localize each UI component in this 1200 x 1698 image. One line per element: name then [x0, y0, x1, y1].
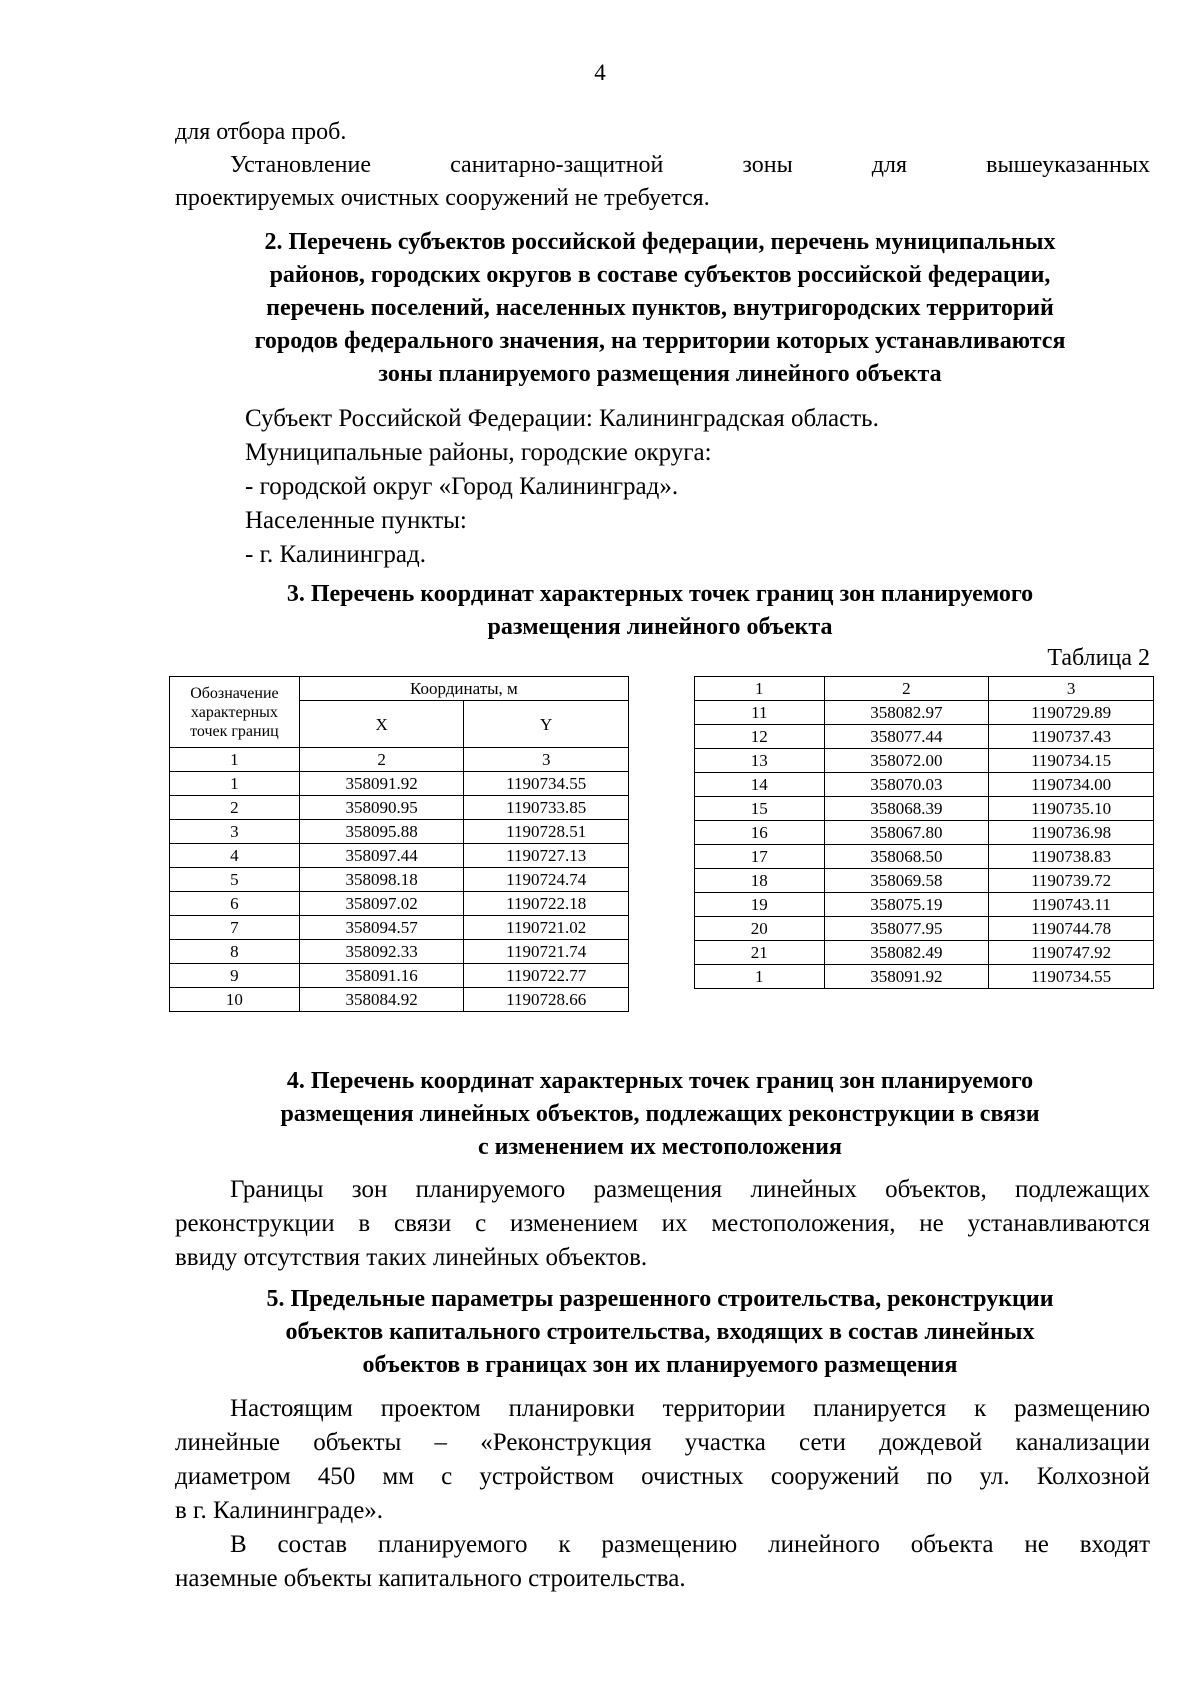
y-coordinate-cell: 1190722.77 — [464, 964, 629, 988]
x-coordinate-cell: 358097.44 — [299, 844, 464, 868]
point-number-cell: 1 — [170, 772, 300, 796]
section5-paragraph-line: линейные объекты – «Реконструкция участка сети дождевой канализации — [175, 1429, 1150, 1456]
table-row — [695, 869, 1154, 893]
table-row — [695, 749, 1154, 773]
section5-paragraph — [175, 1392, 1150, 1596]
section5-heading-line: объектов капитального строительства, входящих в состав линейных — [285, 1319, 1035, 1345]
section2-heading-line: городов федерального значения, на территории которых устанавливаются — [254, 328, 1066, 354]
x-coordinate-cell: 358082.49 — [824, 941, 989, 965]
table-row — [695, 845, 1154, 869]
table-row — [170, 964, 629, 988]
table-row — [695, 821, 1154, 845]
x-coordinate-cell: 358069.58 — [824, 869, 989, 893]
point-number-cell: 21 — [695, 941, 825, 965]
header-point-designation: Обозначение характерных точек границ — [170, 677, 300, 748]
y-coordinate-cell: 1190747.92 — [989, 941, 1154, 965]
point-number-cell: 9 — [170, 964, 300, 988]
table-row — [170, 820, 629, 844]
y-coordinate-cell: 1190737.43 — [989, 725, 1154, 749]
table-row — [695, 893, 1154, 917]
y-coordinate-cell: 1190721.74 — [464, 940, 629, 964]
y-coordinate-cell: 1190734.55 — [464, 772, 629, 796]
y-coordinate-cell: 1190729.89 — [989, 701, 1154, 725]
intro-paragraph-line: Установление санитарно-защитной зоны для вышеуказанных — [230, 152, 1150, 178]
point-number-cell: 17 — [695, 845, 825, 869]
x-coordinate-cell: 358091.92 — [824, 965, 989, 989]
section2-heading — [160, 226, 1160, 391]
section2-item: Субъект Российской Федерации: Калининградская область. — [245, 405, 879, 432]
coordinates-table-left — [169, 676, 629, 1012]
y-coordinate-cell: 1190734.00 — [989, 773, 1154, 797]
y-coordinate-cell: 1190743.11 — [989, 893, 1154, 917]
header-coordinates: Координаты, м — [299, 677, 628, 701]
point-number-cell: 1 — [695, 965, 825, 989]
table-row — [695, 941, 1154, 965]
y-coordinate-cell: 1190728.51 — [464, 820, 629, 844]
section2-item: - городской округ «Город Калининград». — [245, 473, 679, 500]
x-coordinate-cell: 358067.80 — [824, 821, 989, 845]
x-coordinate-cell: 358082.97 — [824, 701, 989, 725]
point-number-cell: 6 — [170, 892, 300, 916]
table-row — [170, 796, 629, 820]
section4-paragraph — [175, 1173, 1150, 1275]
table-row — [695, 917, 1154, 941]
x-coordinate-cell: 358068.39 — [824, 797, 989, 821]
coordinates-table-right — [694, 676, 1154, 989]
section3-heading — [160, 578, 1160, 644]
y-coordinate-cell: 1190736.98 — [989, 821, 1154, 845]
point-number-cell: 19 — [695, 893, 825, 917]
section3-heading-line: размещения линейного объекта — [487, 614, 833, 640]
point-number-cell: 8 — [170, 940, 300, 964]
section4-heading-line: с изменением их местоположения — [478, 1134, 842, 1160]
section4-heading-line: 4. Перечень координат характерных точек границ зон планируемого — [286, 1068, 1034, 1094]
x-coordinate-cell: 358077.44 — [824, 725, 989, 749]
section2-items — [175, 402, 1150, 572]
y-coordinate-cell: 1190734.15 — [989, 749, 1154, 773]
x-coordinate-cell: 358090.95 — [299, 796, 464, 820]
section4-heading — [160, 1065, 1160, 1164]
table-row — [695, 773, 1154, 797]
table-row — [695, 965, 1154, 989]
table-caption: Таблица 2 — [1047, 645, 1150, 671]
intro-block — [175, 116, 1150, 215]
table-row — [170, 844, 629, 868]
column-number: 3 — [464, 748, 629, 772]
y-coordinate-cell: 1190722.18 — [464, 892, 629, 916]
point-number-cell: 3 — [170, 820, 300, 844]
y-coordinate-cell: 1190734.55 — [989, 965, 1154, 989]
table-row — [695, 701, 1154, 725]
table-row — [170, 988, 629, 1012]
section3-heading-line: 3. Перечень координат характерных точек границ зон планируемого — [286, 581, 1034, 607]
section5-paragraph-line: в г. Калининграде». — [175, 1497, 384, 1524]
column-number: 2 — [824, 677, 989, 701]
y-coordinate-cell: 1190733.85 — [464, 796, 629, 820]
table-row — [695, 797, 1154, 821]
section2-heading-line: перечень поселений, населенных пунктов, внутригородских территорий — [266, 295, 1054, 321]
y-coordinate-cell: 1190738.83 — [989, 845, 1154, 869]
y-coordinate-cell: 1190728.66 — [464, 988, 629, 1012]
point-number-cell: 7 — [170, 916, 300, 940]
section2-item: Муниципальные районы, городские округа: — [245, 439, 712, 466]
x-coordinate-cell: 358068.50 — [824, 845, 989, 869]
column-number: 2 — [299, 748, 464, 772]
point-number-cell: 12 — [695, 725, 825, 749]
x-coordinate-cell: 358097.02 — [299, 892, 464, 916]
section2-item: - г. Калининград. — [245, 541, 426, 568]
x-coordinate-cell: 358098.18 — [299, 868, 464, 892]
x-coordinate-cell: 358091.16 — [299, 964, 464, 988]
x-coordinate-cell: 358072.00 — [824, 749, 989, 773]
intro-paragraph-line: проектируемых очистных сооружений не требуется. — [175, 185, 710, 211]
y-coordinate-cell: 1190724.74 — [464, 868, 629, 892]
section4-paragraph-line: ввиду отсутствия таких линейных объектов. — [175, 1244, 648, 1271]
column-number: 1 — [695, 677, 825, 701]
section5-paragraph-line: В состав планируемого к размещению линейного объекта не входят — [230, 1531, 1150, 1558]
point-number-cell: 18 — [695, 869, 825, 893]
x-coordinate-cell: 358075.19 — [824, 893, 989, 917]
y-coordinate-cell: 1190727.13 — [464, 844, 629, 868]
section4-paragraph-line: Границы зон планируемого размещения линейных объектов, подлежащих — [230, 1176, 1150, 1203]
section2-heading-line: 2. Перечень субъектов российской федерации, перечень муниципальных — [264, 229, 1056, 255]
section2-heading-line: зоны планируемого размещения линейного объекта — [378, 361, 942, 387]
section5-paragraph-line: Настоящим проектом планировки территории планируется к размещению — [230, 1395, 1150, 1422]
x-coordinate-cell: 358070.03 — [824, 773, 989, 797]
y-coordinate-cell: 1190721.02 — [464, 916, 629, 940]
header-x: X — [299, 701, 464, 748]
x-coordinate-cell: 358092.33 — [299, 940, 464, 964]
x-coordinate-cell: 358084.92 — [299, 988, 464, 1012]
table-row — [695, 725, 1154, 749]
point-number-cell: 4 — [170, 844, 300, 868]
point-number-cell: 16 — [695, 821, 825, 845]
point-number-cell: 11 — [695, 701, 825, 725]
point-number-cell: 5 — [170, 868, 300, 892]
column-number: 1 — [170, 748, 300, 772]
section5-heading-line: объектов в границах зон их планируемого размещения — [362, 1352, 958, 1378]
x-coordinate-cell: 358077.95 — [824, 917, 989, 941]
table-row — [170, 940, 629, 964]
point-number-cell: 13 — [695, 749, 825, 773]
section5-heading-line: 5. Предельные параметры разрешенного строительства, реконструкции — [266, 1286, 1054, 1312]
page-number: 4 — [594, 60, 606, 85]
point-number-cell: 2 — [170, 796, 300, 820]
point-number-cell: 10 — [170, 988, 300, 1012]
y-coordinate-cell: 1190735.10 — [989, 797, 1154, 821]
column-number: 3 — [989, 677, 1154, 701]
header-y: Y — [464, 701, 629, 748]
section5-heading — [160, 1283, 1160, 1382]
x-coordinate-cell: 358094.57 — [299, 916, 464, 940]
table-row — [170, 892, 629, 916]
table-row — [170, 868, 629, 892]
y-coordinate-cell: 1190744.78 — [989, 917, 1154, 941]
table-row — [170, 772, 629, 796]
section2-item: Населенные пункты: — [245, 507, 467, 534]
table-row — [170, 916, 629, 940]
section4-heading-line: размещения линейных объектов, подлежащих реконструкции в связи — [280, 1101, 1040, 1127]
point-number-cell: 14 — [695, 773, 825, 797]
section5-paragraph-line: наземные объекты капитального строительства. — [175, 1565, 686, 1592]
section5-paragraph-line: диаметром 450 мм с устройством очистных сооружений по ул. Колхозной — [175, 1463, 1150, 1490]
point-number-cell: 15 — [695, 797, 825, 821]
x-coordinate-cell: 358091.92 — [299, 772, 464, 796]
y-coordinate-cell: 1190739.72 — [989, 869, 1154, 893]
point-number-cell: 20 — [695, 917, 825, 941]
intro-line: для отбора проб. — [175, 119, 347, 145]
x-coordinate-cell: 358095.88 — [299, 820, 464, 844]
section4-paragraph-line: реконструкции в связи с изменением их местоположения, не устанавливаются — [175, 1210, 1150, 1237]
section2-heading-line: районов, городских округов в составе субъектов российской федерации, — [269, 262, 1051, 288]
